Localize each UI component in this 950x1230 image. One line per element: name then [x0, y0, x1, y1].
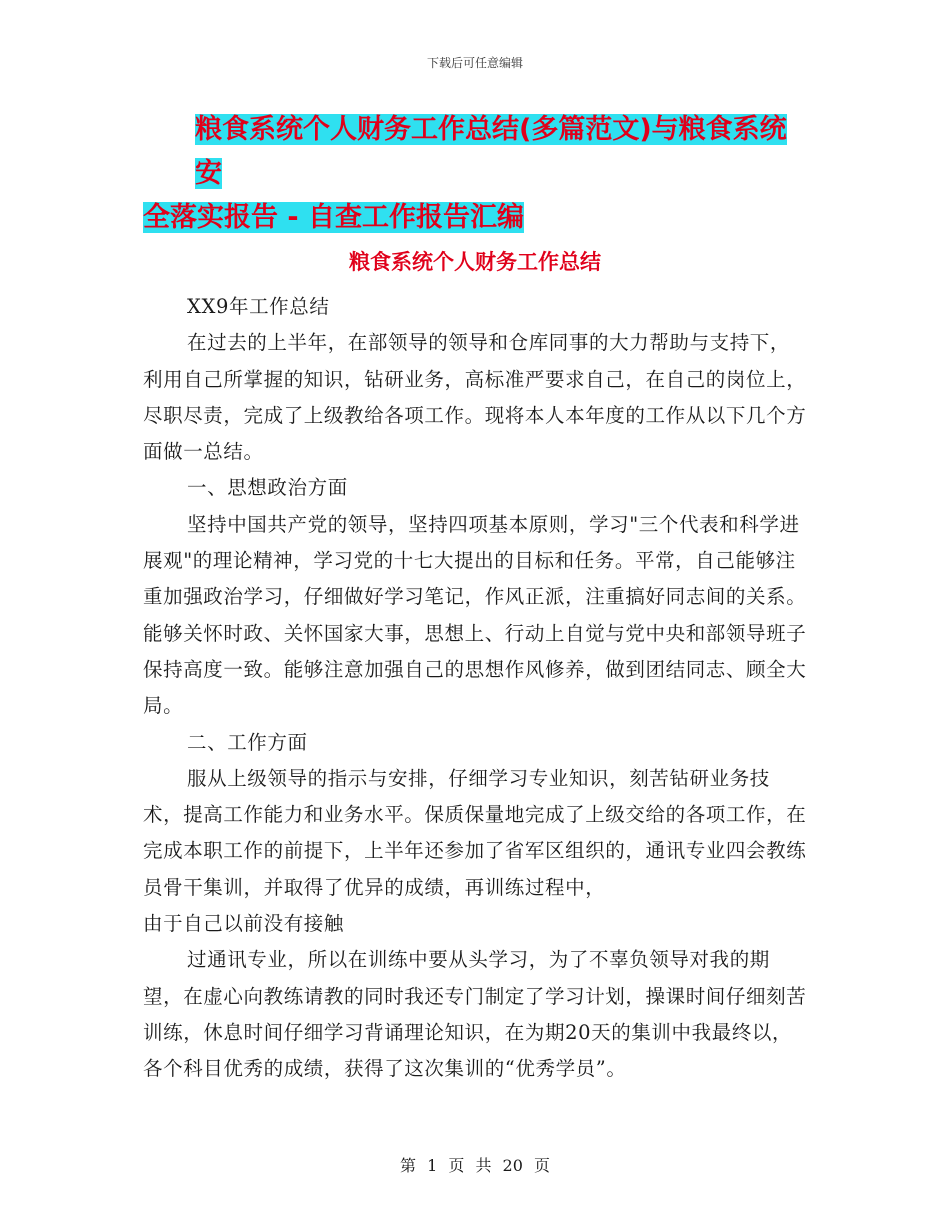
page-number-footer: 第 1 页 共 20 页 [400, 1156, 550, 1175]
paragraph-work-aspect-tail: 由于自己以前没有接触 [143, 912, 345, 936]
heading-work-aspect: 二、工作方面 [187, 730, 308, 754]
paragraph-training: 过通讯专业，所以在训练中要从头学习，为了不辜负领导对我的期望，在虚心向教练请教的同时我还专门制定了学习计划，操课时间仔细刻苦训练，休息时间仔细学习背诵理论知识，在为期20天的集训中我最终以，各个科目优秀的成绩，获得了这次集训的“优秀学员”。 [143, 948, 807, 1081]
document-title-line-2: 全落实报告 - 自查工作报告汇编 [143, 202, 525, 233]
paragraph-year-summary: XX9年工作总结 [187, 295, 330, 318]
document-body [143, 289, 808, 1088]
paragraph-intro: 在过去的上半年，在部领导的领导和仓库同事的大力帮助与支持下，利用自己所掌握的知识，钻研业务，高标准严要求自己，在自己的岗位上，尽职尽责，完成了上级教给各项工作。现将本人本年度的工作从以下几个方面做一总结。 [143, 331, 807, 464]
page-header-note: 下载后可任意编辑 [426, 56, 523, 70]
section-title: 粮食系统个人财务工作总结 [349, 250, 601, 274]
document-title [143, 108, 811, 240]
paragraph-work-aspect: 服从上级领导的指示与安排，仔细学习专业知识，刻苦钻研业务技术，提高工作能力和业务水平。保质保量地完成了上级交给的各项工作，在完成本职工作的前提下，上半年还参加了省军区组织的，通讯专业四会教练员骨干集训，并取得了优异的成绩，再训练过程中， [143, 766, 807, 899]
heading-political-thought: 一、思想政治方面 [187, 476, 348, 500]
document-title-line-1: 粮食系统个人财务工作总结(多篇范文)与粮食系统安 [195, 114, 787, 189]
paragraph-political-thought: 坚持中国共产党的领导，坚持四项基本原则，学习"三个代表和科学进展观"的理论精神，学习党的十七大提出的目标和任务。平常，自己能够注重加强政治学习，仔细做好学习笔记，作风正派，注重搞好同志间的关系。能够关怀时政、关怀国家大事，思想上、行动上自觉与党中央和部领导班子保持高度一致。能够注意加强自己的思想作风修养，做到团结同志、顾全大局。 [143, 512, 807, 718]
